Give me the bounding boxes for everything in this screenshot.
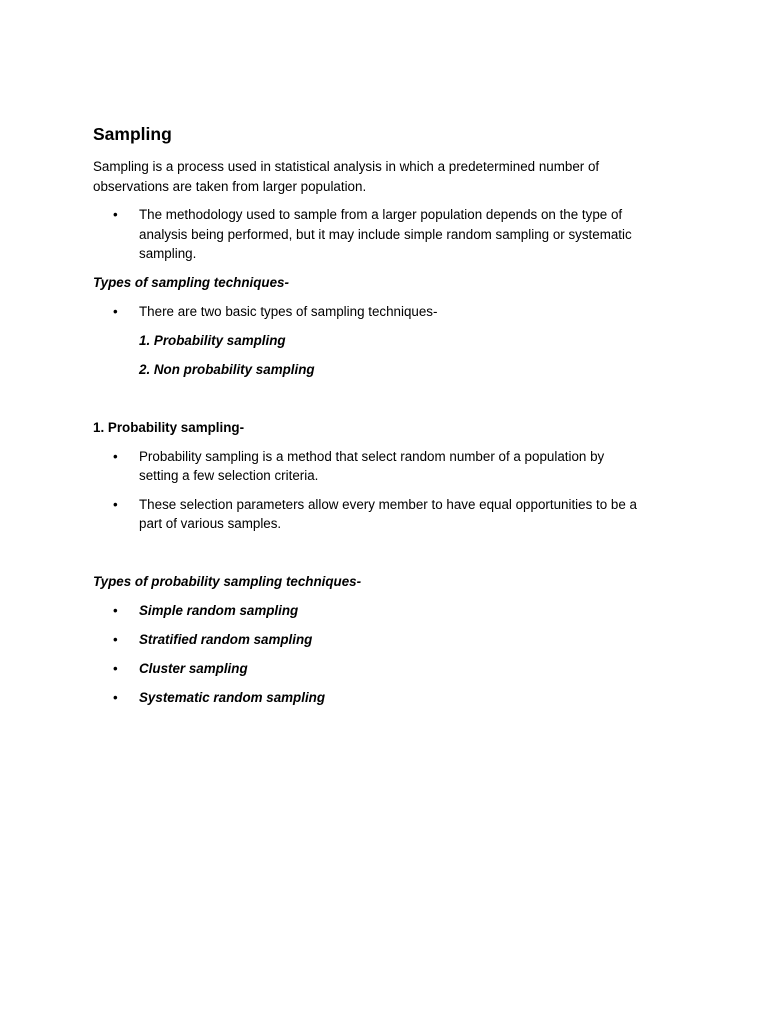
bullet-icon: • [113, 603, 118, 618]
list-item-text: Simple random sampling [139, 603, 299, 618]
prob-types-heading: Types of probability sampling techniques- [93, 574, 362, 589]
bullet-text-line-2: part of various samples. [139, 516, 282, 531]
bullet-icon: • [113, 207, 118, 222]
numbered-item-non-probability: 2. Non probability sampling [139, 362, 315, 377]
bullet-text-line-1: Probability sampling is a method that select random number of a population by [139, 449, 605, 464]
list-item-text: Stratified random sampling [139, 632, 313, 647]
bullet-text-line-2: setting a few selection criteria. [139, 468, 319, 483]
intro-line-2: observations are taken from larger population. [93, 179, 367, 194]
bullet-icon: • [113, 690, 118, 705]
bullet-text-line-1: The methodology used to sample from a larger population depends on the type of [139, 207, 623, 222]
bullet-text-line-1: These selection parameters allow every member to have equal opportunities to be a [139, 497, 637, 512]
bullet-icon: • [113, 632, 118, 647]
bullet-icon: • [113, 304, 118, 319]
bullet-icon: • [113, 497, 118, 512]
page-title: Sampling [93, 124, 172, 144]
section-heading-probability: 1. Probability sampling- [93, 420, 245, 435]
bullet-icon: • [113, 661, 118, 676]
numbered-item-probability: 1. Probability sampling [139, 333, 286, 348]
bullet-icon: • [113, 449, 118, 464]
bullet-text-line-3: sampling. [139, 246, 197, 261]
bullet-text-line-2: analysis being performed, but it may include simple random sampling or systematic [139, 227, 632, 242]
types-heading: Types of sampling techniques- [93, 275, 289, 290]
list-item-text: Systematic random sampling [139, 690, 326, 705]
bullet-text: There are two basic types of sampling techniques- [139, 304, 438, 319]
list-item-text: Cluster sampling [139, 661, 248, 676]
intro-line-1: Sampling is a process used in statistical analysis in which a predetermined number of [93, 159, 600, 174]
